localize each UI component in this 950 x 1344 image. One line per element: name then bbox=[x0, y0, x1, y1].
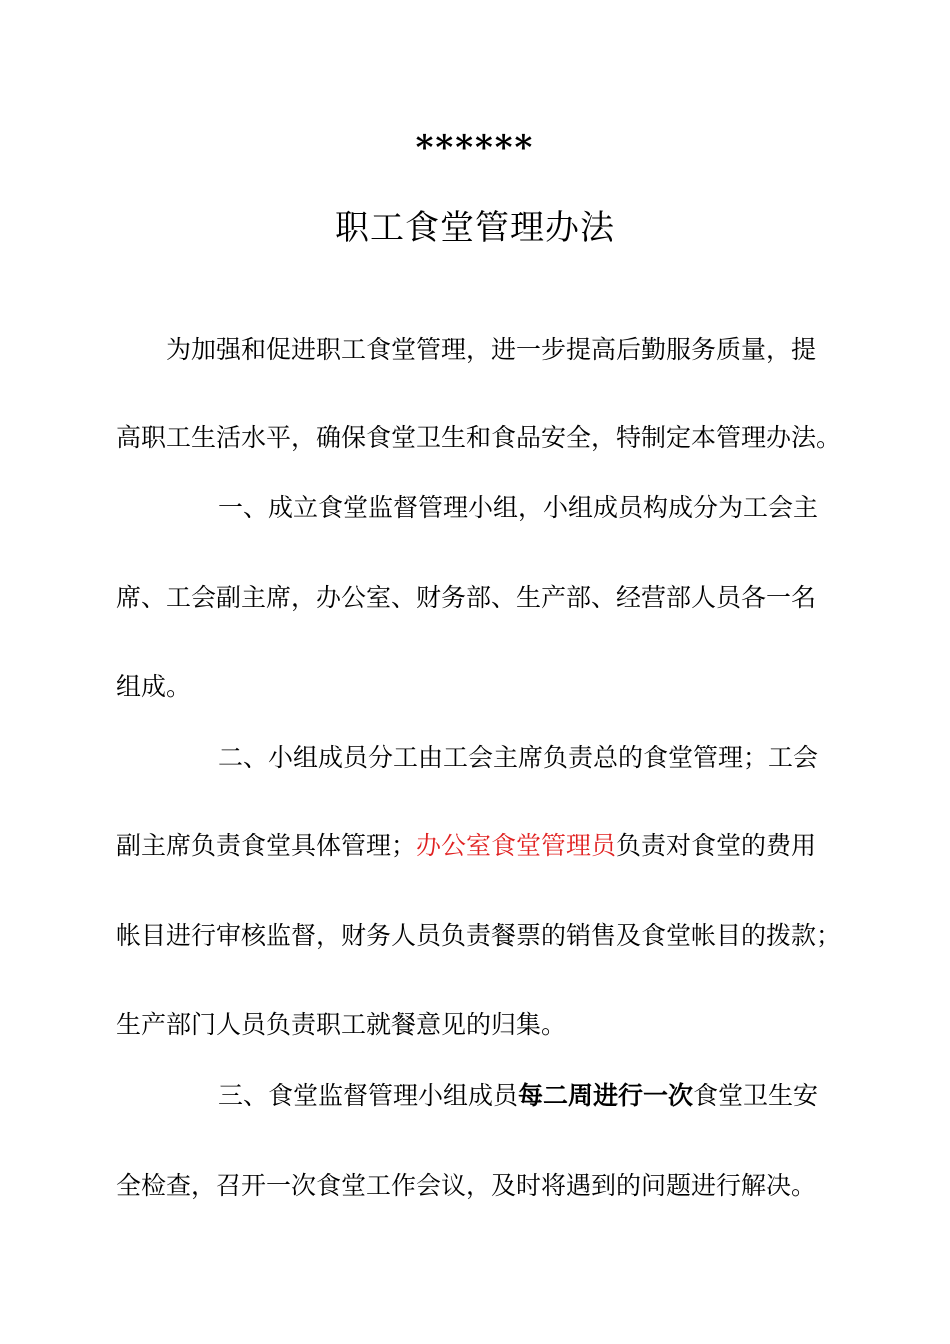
section-3-line-1-end: 食堂卫生安 bbox=[693, 1081, 819, 1110]
intro-line-1: 为加强和促进职工食堂管理，进一步提高后勤服务质量，提 bbox=[166, 335, 817, 364]
section-1-line-2: 席、工会副主席，办公室、财务部、生产部、经营部人员各一名 bbox=[116, 583, 817, 612]
section-2-line-3: 帐目进行审核监督，财务人员负责餐票的销售及食堂帐目的拨款； bbox=[116, 921, 842, 950]
highlighted-role: 办公室食堂管理员 bbox=[416, 831, 617, 860]
section-2-line-2-start: 副主席负责食堂具体管理； bbox=[116, 831, 417, 860]
emphasized-frequency: 每二周进行一次 bbox=[518, 1081, 694, 1110]
section-3-line-2: 全检查，召开一次食堂工作会议，及时将遇到的问题进行解决。 bbox=[116, 1171, 817, 1200]
document-title: 职工食堂管理办法 bbox=[335, 208, 615, 248]
section-2-line-1: 二、小组成员分工由工会主席负责总的食堂管理；工会 bbox=[218, 743, 819, 772]
section-2-line-4: 生产部门人员负责职工就餐意见的归集。 bbox=[116, 1010, 567, 1039]
section-3-line-1-start: 三、食堂监督管理小组成员 bbox=[218, 1081, 519, 1110]
company-name: ****** bbox=[415, 128, 535, 168]
section-3-line-1 bbox=[218, 1078, 938, 1114]
intro-line-2: 高职工生活水平，确保食堂卫生和食品安全，特制定本管理办法。 bbox=[116, 423, 842, 452]
section-2-line-2-end: 负责对食堂的费用 bbox=[616, 831, 817, 860]
section-1-line-3: 组成。 bbox=[116, 672, 192, 701]
section-2-line-2 bbox=[116, 828, 836, 864]
section-1-line-1: 一、成立食堂监督管理小组，小组成员构成分为工会主 bbox=[218, 493, 819, 522]
